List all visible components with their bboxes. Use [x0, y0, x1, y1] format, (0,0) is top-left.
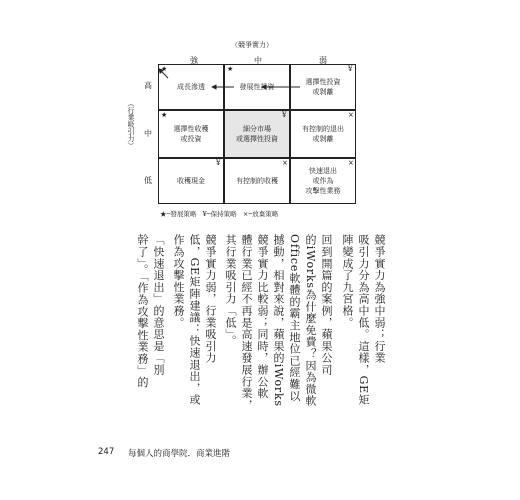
- yen-mark: ¥: [282, 111, 287, 119]
- body-column: 「快速退出」的意思是「別: [152, 234, 165, 376]
- flow-arrows: [158, 64, 356, 204]
- body-column: 競爭實力弱，行業吸引力: [204, 234, 217, 364]
- body-column: 體行業已經不再是高速發展行業，: [240, 234, 253, 411]
- body-column: 回到開篇的案例，蘋果公司: [320, 234, 333, 376]
- cell-text: 選擇性收穫 或投資: [173, 125, 209, 143]
- x-legend-icon: ×: [242, 210, 249, 218]
- body-column: 競爭實力為強中弱；行業: [373, 234, 386, 364]
- y-axis-title: （行業吸引力）: [127, 100, 135, 149]
- cell-text: 成長滲透: [177, 83, 205, 91]
- body-column: 幹了」。「作為攻擊性業務」的: [136, 234, 149, 389]
- yen-legend-label: ─保持策略: [206, 210, 237, 218]
- cell-text: 發展性投資: [239, 83, 275, 91]
- col-label-weak: 弱: [319, 56, 327, 65]
- star-mark: ★: [161, 65, 168, 73]
- body-column: 其行業吸引力「低」。: [224, 234, 237, 347]
- cell-text: 選擇性投資 或剝離: [305, 78, 341, 96]
- yen-mark: ¥: [348, 65, 353, 73]
- star-legend-label: ─發展策略: [166, 210, 197, 218]
- body-column: 陣變成了九宮格。: [341, 234, 354, 329]
- col-label-strong: 強: [190, 56, 198, 65]
- star-mark: ★: [227, 65, 234, 73]
- x-mark: ×: [282, 159, 288, 167]
- body-column: 競爭實力比較弱；同時，辦公軟: [256, 234, 269, 400]
- cell-text: 收穫現金: [177, 177, 205, 185]
- row-label-high: 高: [144, 81, 152, 90]
- yen-legend-icon: ¥: [202, 210, 207, 218]
- body-column: 低，GE矩陣建議：快速退出，或: [188, 234, 201, 406]
- yen-mark: ¥: [216, 159, 221, 167]
- body-column: 吸引力分為高中低。這樣，GE矩: [357, 234, 370, 406]
- cell-text: 細分市場 或選擇性投資: [236, 125, 278, 143]
- x-legend-label: ─放棄策略: [248, 210, 279, 218]
- x-mark: ×: [348, 111, 354, 119]
- page-number: 247: [98, 447, 115, 457]
- body-column: 撼動，相對來說，蘋果的iWorks: [272, 234, 285, 407]
- col-label-medium: 中: [254, 56, 262, 65]
- cell-text: 有控制的收穫: [236, 177, 278, 185]
- legend: [160, 209, 278, 218]
- star-mark: ★: [161, 111, 168, 119]
- body-column: Office軟體的霸主地位已經難以: [288, 234, 301, 402]
- x-mark: ×: [348, 159, 354, 167]
- book-title: 每個人的商學院．商業進階: [128, 449, 231, 459]
- cell-text: 有控制的退出 或剝離: [302, 125, 344, 143]
- star-legend-icon: ★: [160, 210, 167, 218]
- row-label-medium: 中: [144, 129, 152, 138]
- body-column: 作為攻擊性業務。: [172, 234, 185, 329]
- x-axis-title: （競爭實力）: [231, 41, 273, 49]
- cell-text: 快速退出 或作為 攻擊性業務: [305, 167, 341, 195]
- row-label-low: 低: [144, 176, 152, 185]
- body-column: 的iWorks為什麼免費？因為微軟: [304, 234, 317, 407]
